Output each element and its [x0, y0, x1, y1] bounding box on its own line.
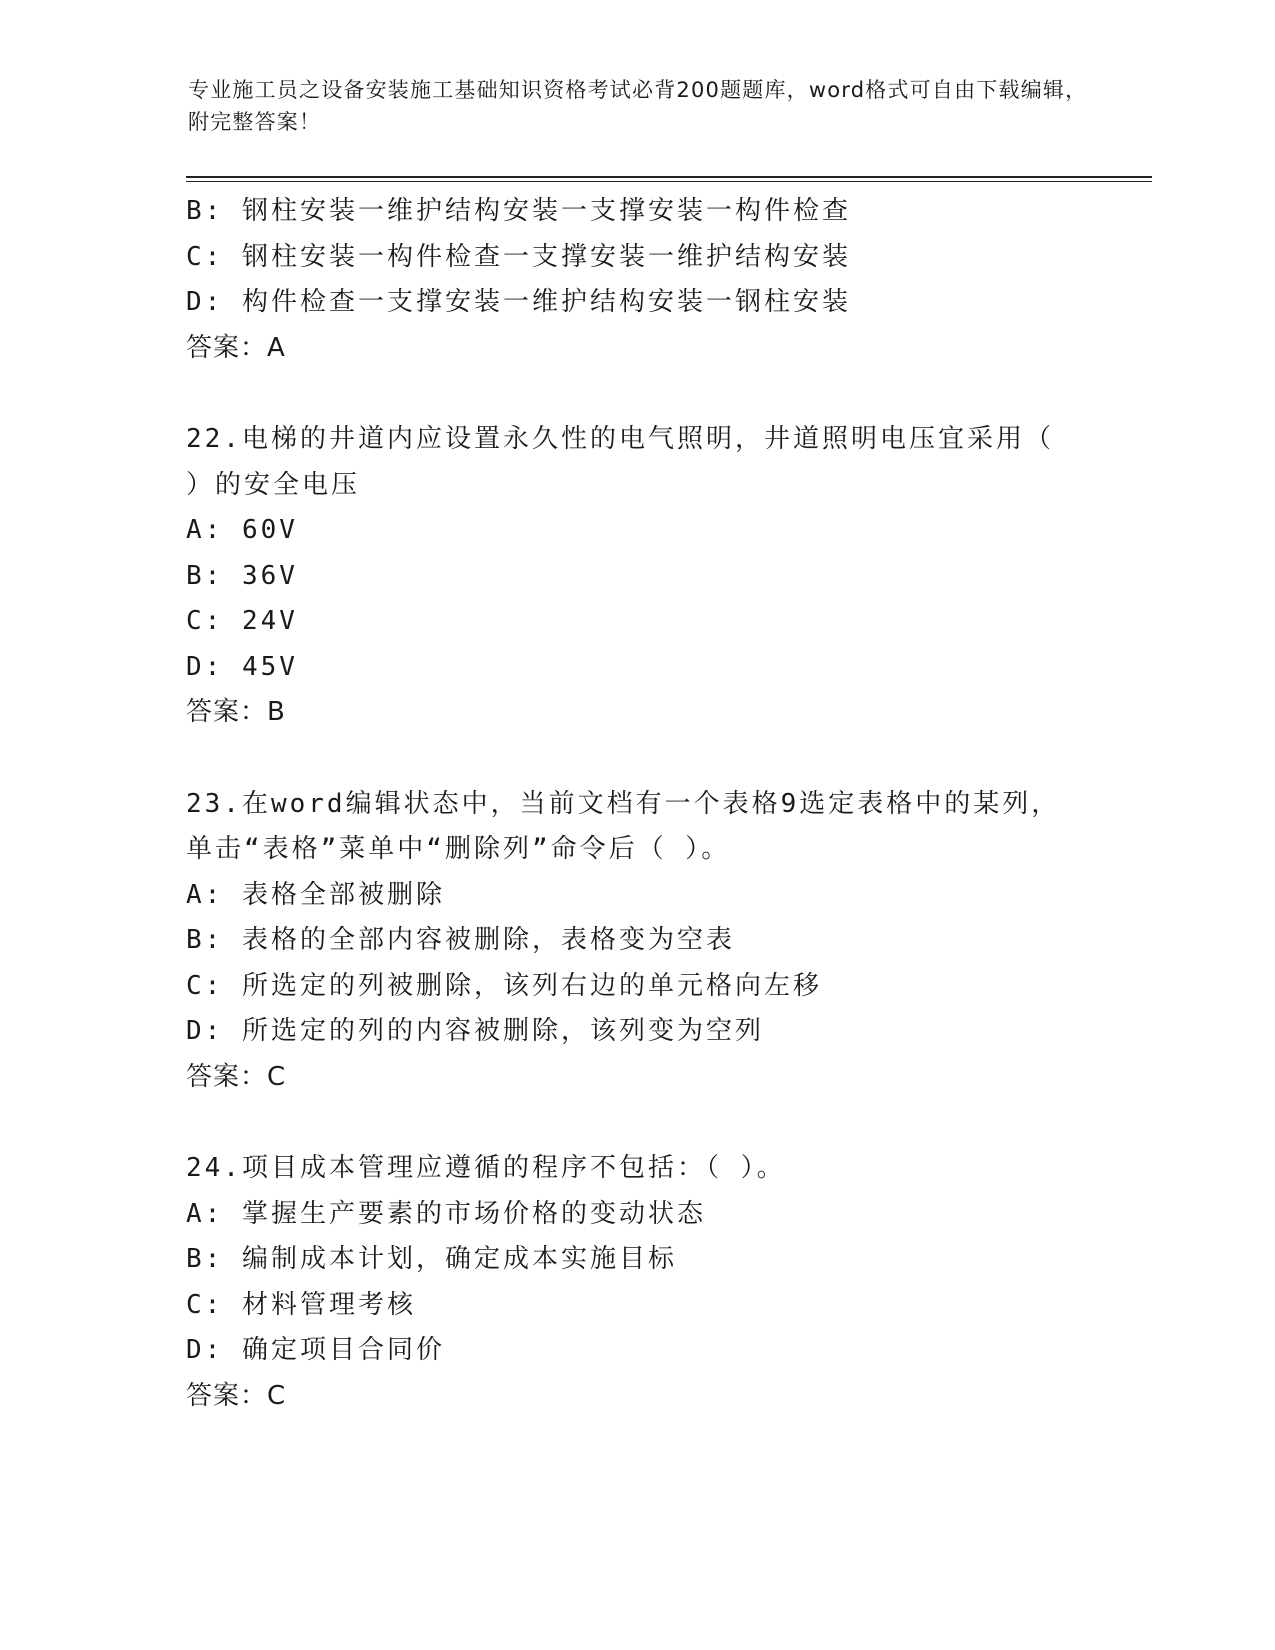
- spacer: [186, 1100, 1146, 1146]
- answer-line: 答案：C: [186, 1061, 287, 1092]
- option-c: C: 材料管理考核: [186, 1289, 416, 1320]
- spacer: [186, 371, 1146, 417]
- question-stem: 23.在word编辑状态中，当前文档有一个表格9选定表格中的某列，: [186, 788, 1061, 819]
- page-header-title: 专业施工员之设备安装施工基础知识资格考试必背200题题库，word格式可自由下载编辑，附完整答案！: [188, 78, 1088, 134]
- option-b: B: 表格的全部内容被删除，表格变为空表: [186, 925, 735, 955]
- spacer: [186, 736, 1146, 782]
- question-content: [186, 189, 1146, 1419]
- option-a: A: 掌握生产要素的市场价格的变动状态: [186, 1198, 706, 1229]
- option-c: C: 24V: [186, 606, 298, 636]
- question-21-continued: [186, 189, 1146, 371]
- question-stem: 单击“表格”菜单中“删除列”命令后（ ）。: [186, 834, 731, 864]
- option-b: B: 钢柱安装一维护结构安装一支撑安装一构件检查: [186, 196, 851, 226]
- question-22: [186, 417, 1146, 736]
- question-stem: ）的安全电压: [186, 469, 361, 500]
- question-stem: 22.电梯的井道内应设置永久性的电气照明，井道照明电压宜采用（: [186, 424, 1054, 454]
- answer-line: 答案：A: [186, 332, 286, 363]
- option-b: B: 编制成本计划，确定成本实施目标: [186, 1244, 677, 1274]
- option-d: D: 45V: [186, 651, 298, 682]
- question-23: [186, 782, 1146, 1101]
- answer-line: 答案：B: [186, 697, 286, 727]
- option-c: C: 所选定的列被删除，该列右边的单元格向左移: [186, 970, 822, 1001]
- option-a: A: 60V: [186, 515, 298, 545]
- option-d: D: 所选定的列的内容被删除，该列变为空列: [186, 1016, 764, 1046]
- option-d: D: 确定项目合同价: [186, 1335, 445, 1365]
- question-stem: 24.项目成本管理应遵循的程序不包括：（ ）。: [186, 1153, 786, 1183]
- answer-line: 答案：C: [186, 1380, 287, 1411]
- option-b: B: 36V: [186, 560, 298, 591]
- option-a: A: 表格全部被删除: [186, 879, 445, 910]
- header-divider: [186, 176, 1152, 182]
- option-c: C: 钢柱安装一构件检查一支撑安装一维护结构安装: [186, 241, 851, 272]
- question-24: [186, 1146, 1146, 1419]
- option-d: D: 构件检查一支撑安装一维护结构安装一钢柱安装: [186, 287, 851, 317]
